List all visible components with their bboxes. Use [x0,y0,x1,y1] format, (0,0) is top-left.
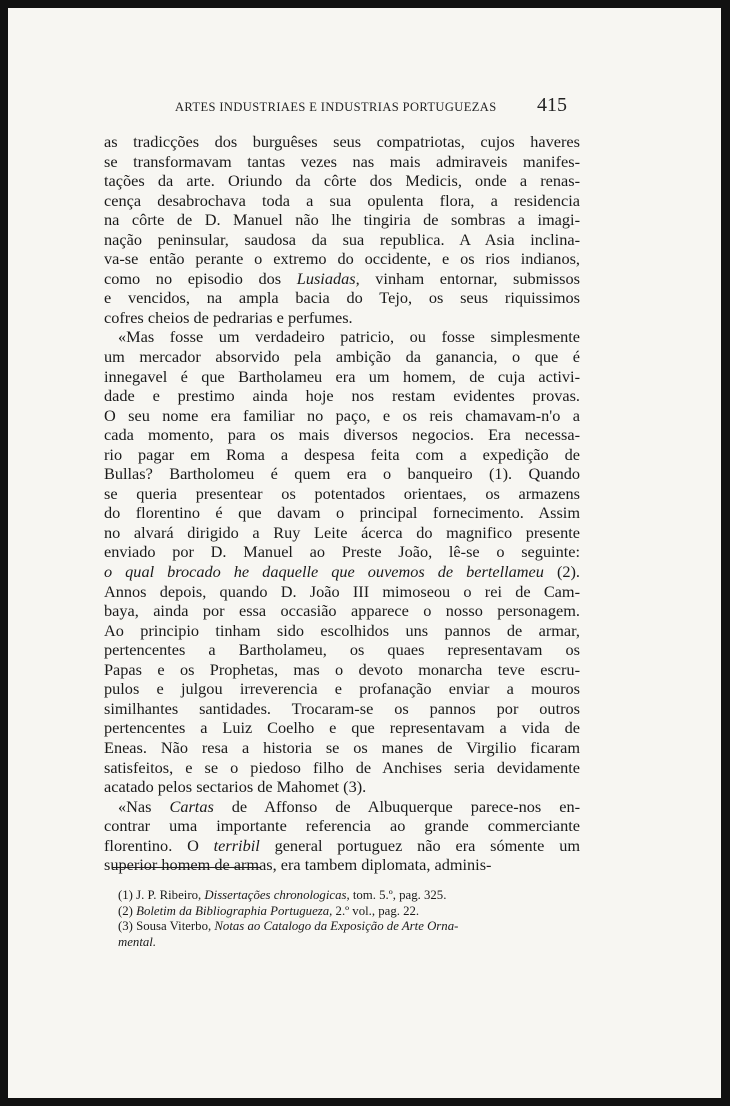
text-line [104,542,580,562]
text-segment: se queria presentear os potentados orientaes, os armazens [104,483,580,503]
text-line [104,406,580,426]
text-segment: «Nas [118,796,170,816]
text-segment: cença desabrochava toda a sua opulenta flora, a residencia [104,190,580,210]
text-segment: Papas e os Prophetas, mas o devoto monarcha teve escru- [104,659,580,679]
footnote-rule [112,867,260,868]
text-segment: florentino. O [104,835,214,855]
text-line [104,288,580,308]
footnote-line [118,935,578,951]
text-segment: e vencidos, na ampla bacia do Tejo, os seus riquissimos [104,288,580,308]
text-line [104,601,580,621]
paragraph [104,797,580,875]
body-text [104,132,580,875]
text-segment: va-se então perante o extremo do occidente, e os rios indianos, [104,249,580,269]
text-segment: cada momento, para os mais diversos negocios. Era necessa- [104,425,580,445]
text-segment: tações da arte. Oriundo da côrte dos Medicis, onde a renas- [104,171,580,191]
text-line [104,484,580,504]
text-line [104,777,580,797]
text-segment: tom. 5.º, pag. 325. [349,888,447,902]
text-segment: general portuguez não era sómente um [259,835,580,855]
text-line [104,855,580,875]
text-line [104,758,580,778]
text-line [104,582,580,602]
text-segment: um mercador absorvido pela ambição da ganancia, o que é [104,347,580,367]
text-line [104,171,580,191]
text-segment: Bullas? Bartholomeu é quem era o banqueiro (1). Quando [104,464,580,484]
italic-text: mental. [118,934,157,949]
text-line [104,797,580,817]
text-segment: 2.º vol., pag. 22. [332,903,420,918]
text-segment: satisfeitos, e se o piedoso filho de Anchises seria devidamente [104,757,580,777]
text-segment: (1) J. P. Ribeiro, [118,888,205,902]
text-segment: do florentino é que davam o principal fornecimento. Assim [104,503,580,523]
text-segment: (2) [118,903,137,918]
text-segment: innegavel é que Bartholameu era um homem, de cuja activi- [104,366,580,386]
text-segment: dade e prestimo ainda hoje nos restam evidentes provas. [104,386,580,406]
text-line [104,464,580,484]
text-segment: superior homem de armas, era tambem diplomata, adminis- [104,855,492,875]
text-segment: rio pagar em Roma a despesa feita com a expedição de [104,444,580,464]
paragraph [104,327,580,796]
text-segment: «Mas fosse um verdadeiro patricio, ou fosse simplesmente [118,327,580,347]
italic-text: Boletim da Bibliographia Portugueza, [136,903,333,918]
text-line [104,699,580,719]
text-line [104,308,580,328]
text-line [104,445,580,465]
text-segment: no alvará dirigido a Ruy Leite ácerca do magnifico presente [104,522,580,542]
text-segment: pertencentes a Luiz Coelho e que representavam a vida de [104,718,580,738]
text-line [104,621,580,641]
text-segment: de Affonso de Albuquerque parece-nos en- [213,796,581,816]
text-line [104,523,580,543]
italic-text: terribil [213,835,260,855]
text-segment: se transformavam tantas vezes nas mais admiraveis manifes- [104,151,580,171]
text-line [104,718,580,738]
page-header [8,96,721,122]
text-line [104,327,580,347]
text-line [104,367,580,387]
footnote-line [118,904,578,920]
text-line [104,640,580,660]
text-segment: Annos depois, quando D. João III mimoseou o rei de Cam- [104,581,580,601]
text-segment: (3) Sousa Viterbo, [118,919,215,934]
text-line [104,679,580,699]
text-line [104,132,580,152]
text-line [104,503,580,523]
text-line [104,269,580,289]
text-line [104,660,580,680]
text-segment: cofres cheios de pedrarias e perfumes. [104,307,353,327]
italic-text: Lusiadas, [296,268,360,288]
footnotes [118,888,578,950]
text-line [104,191,580,211]
text-line [104,816,580,836]
text-line [104,425,580,445]
text-line [104,836,580,856]
italic-text: Dissertações chronologicas, [204,888,350,902]
text-segment: Ao principio tinham sido escolhidos uns pannos de armar, [104,620,580,640]
italic-text: Notas ao Catalogo da Exposição de Arte Orna- [214,919,459,934]
text-segment: como no episodio dos [104,268,297,288]
page-number: 415 [537,94,567,116]
text-segment: contrar uma importante referencia ao grande commerciante [104,816,580,836]
running-title: ARTES INDUSTRIAES E INDUSTRIAS PORTUGUEZAS [175,100,497,114]
italic-text: Cartas [169,796,214,816]
text-segment: na côrte de D. Manuel não lhe tingiria de sombras a imagi- [104,210,580,230]
italic-text: o qual brocado he daquelle que ouvemos de bertellameu [104,562,544,582]
text-line [104,386,580,406]
text-segment: pulos e julgou irreverencia e profanação enviar a mouros [104,679,580,699]
text-line [104,562,580,582]
book-page [8,8,721,1098]
text-segment: (2). [543,562,580,582]
text-segment: similhantes santidades. Trocaram-se os pannos por outros [104,698,580,718]
text-line [104,152,580,172]
text-segment: acatado pelos sectarios de Mahomet (3). [104,777,367,797]
text-segment: baya, ainda por essa occasião apparece o nosso personagem. [104,601,580,621]
text-line [104,210,580,230]
text-segment: enviado por D. Manuel ao Preste João, lê-se o seguinte: [104,542,580,562]
footnote-line [118,888,578,904]
text-segment: nação peninsular, saudosa da sua republica. A Asia inclina- [104,229,580,249]
text-line [104,230,580,250]
text-line [104,347,580,367]
text-line [104,249,580,269]
text-segment: pertencentes a Bartholameu, os quaes representavam os [104,640,580,660]
text-segment: as tradicções dos burguêses seus compatriotas, cujos haveres [104,132,580,151]
text-line [104,738,580,758]
text-segment: vinham entornar, submissos [359,268,580,288]
text-segment: O seu nome era familiar no paço, e os reis chamavam-n'o a [104,405,580,425]
footnote-line [118,919,578,935]
text-segment: Eneas. Não resa a historia se os manes de Virgilio ficaram [104,737,580,757]
paragraph [104,132,580,327]
